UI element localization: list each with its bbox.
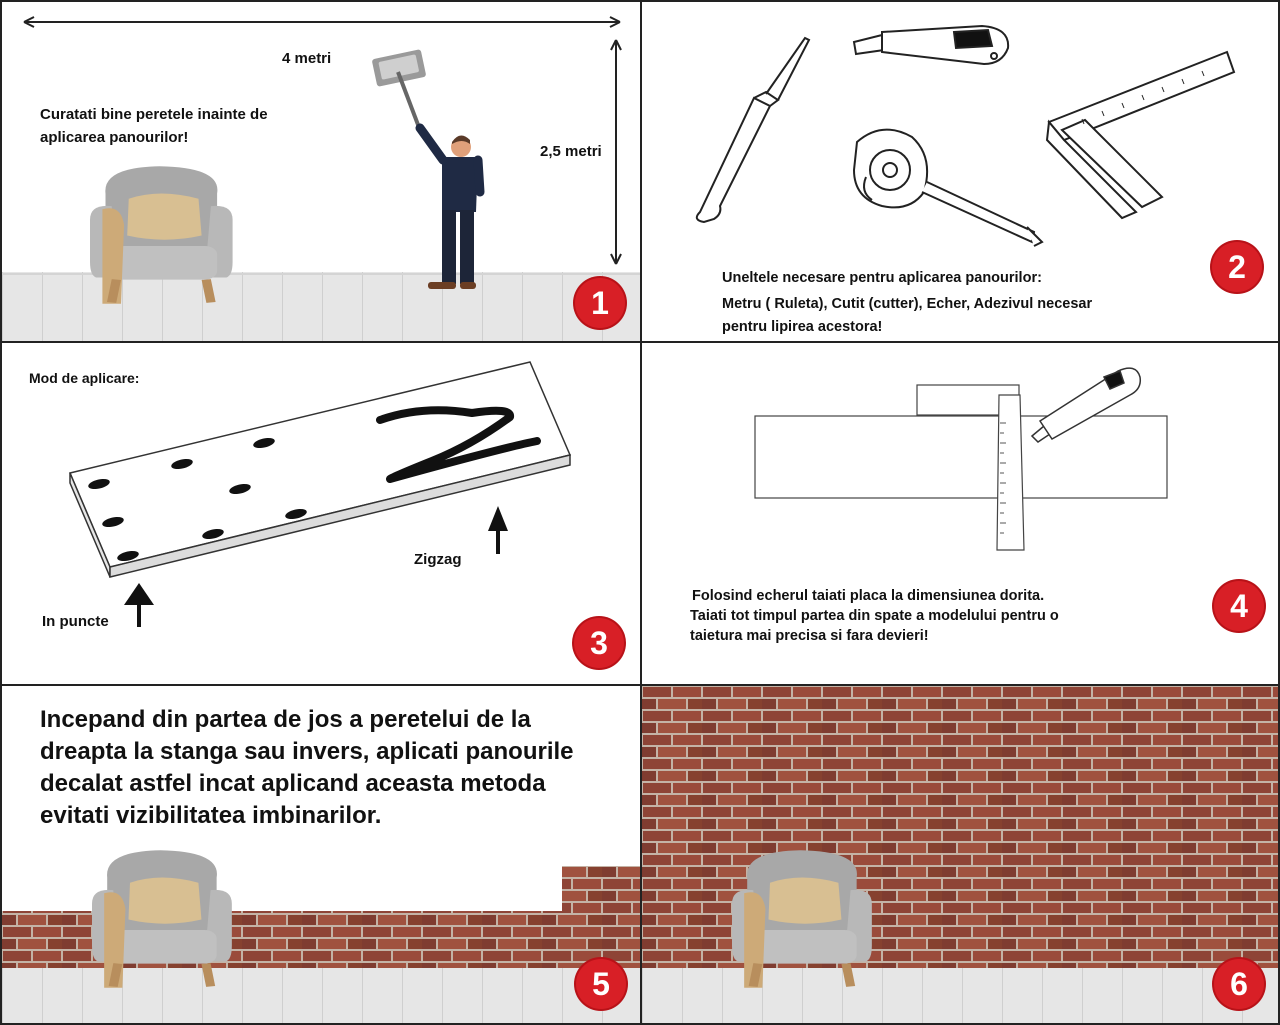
- step-1-text-line: aplicarea panourilor!: [40, 129, 189, 146]
- step-1-text: [40, 103, 268, 149]
- step-3-badge: 3: [574, 618, 624, 668]
- step-2-text-line: Uneltele necesare pentru aplicarea panourilor:: [722, 270, 1042, 286]
- floor: [2, 968, 642, 1025]
- panel-board: [755, 416, 1167, 498]
- step-6-badge: 6: [1214, 959, 1264, 1009]
- step-1-badge: 1: [575, 278, 625, 328]
- step-5-badge: 5: [576, 959, 626, 1009]
- step-5-text-line: Incepand din partea de jos a peretelui de la: [40, 706, 531, 733]
- step-5-text-line: decalat astfel incat aplicand aceasta metoda: [40, 770, 546, 797]
- step-2-panel: [640, 0, 1280, 343]
- step-6-panel: [640, 684, 1280, 1025]
- person-cleaning-icon: [372, 49, 480, 289]
- floor: [642, 968, 1280, 1025]
- caulk-gun-icon: [697, 38, 809, 222]
- tape-measure-icon: [854, 130, 1042, 246]
- step-4-panel: [640, 341, 1280, 686]
- step-5-text: [40, 704, 574, 832]
- zigzag-label: Zigzag: [414, 551, 462, 568]
- step-5-text-line: dreapta la stanga sau invers, aplicati panourile: [40, 738, 574, 765]
- step-5-text-line: evitati vizibilitatea imbinarilor.: [40, 802, 382, 829]
- step-2-text-line: Metru ( Ruleta), Cutit (cutter), Echer, Adezivul necesar: [722, 296, 1093, 312]
- panel-board: [70, 362, 570, 577]
- width-label: 4 metri: [282, 50, 332, 67]
- step-3-title: Mod de aplicare:: [29, 370, 140, 386]
- step-6-illustration: [642, 686, 1280, 1025]
- step-3-panel: [0, 341, 642, 686]
- step-5-panel: [0, 684, 642, 1025]
- step-4-text-line: taietura mai precisa si fara devieri!: [690, 628, 929, 644]
- cutter-knife-icon: [854, 26, 1008, 64]
- step-2-text-line: pentru lipirea acestora!: [722, 319, 883, 335]
- brick-wall-step: [562, 866, 642, 911]
- points-label: In puncte: [42, 613, 109, 630]
- step-2-badge: 2: [1212, 242, 1262, 292]
- step-2-text: [722, 267, 1092, 339]
- arrow-up-icon: [124, 583, 154, 627]
- step-3-illustration: [2, 343, 642, 686]
- step-4-text-line: Taiati tot timpul partea din spate a modelului pentru o: [690, 608, 1059, 624]
- step-1-panel: [0, 0, 642, 343]
- step-1-text-line: Curatati bine peretele inainte de: [40, 106, 268, 123]
- step-4-badge: 4: [1214, 581, 1264, 631]
- floor: [2, 272, 642, 343]
- arrow-up-icon: [488, 506, 508, 554]
- step-4-text-line: Folosind echerul taiati placa la dimensiunea dorita.: [692, 588, 1045, 604]
- step-4-text: [692, 586, 1059, 646]
- height-label: 2,5 metri: [540, 143, 602, 160]
- try-square-icon: [1047, 52, 1234, 218]
